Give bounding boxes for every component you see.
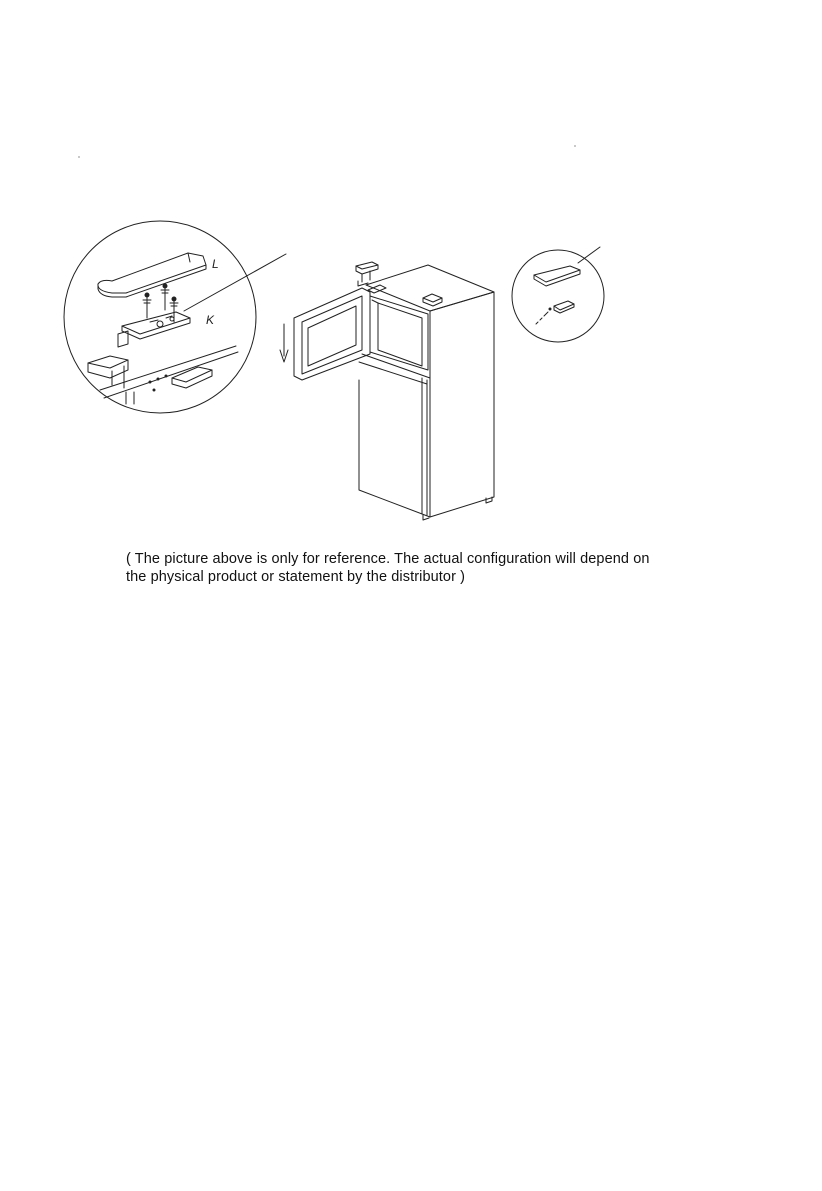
caption-line-1: ( The picture above is only for reference. The actual configuration will depend on — [126, 551, 650, 567]
hinge-plate-part — [118, 312, 190, 347]
right-leader-line — [578, 247, 600, 263]
right-detail-circle — [512, 247, 604, 342]
label-l: L — [212, 257, 219, 271]
refrigerator — [280, 262, 494, 520]
hinge-removal-illustration — [0, 0, 822, 540]
figure-caption — [126, 550, 726, 586]
down-arrow — [280, 324, 288, 362]
leader-line — [184, 254, 286, 311]
hinge-cover-part — [98, 253, 206, 297]
caption-line-2: the physical product or statement by the distributor ) — [126, 569, 466, 585]
left-detail-circle — [64, 221, 286, 413]
label-k: K — [206, 313, 215, 327]
